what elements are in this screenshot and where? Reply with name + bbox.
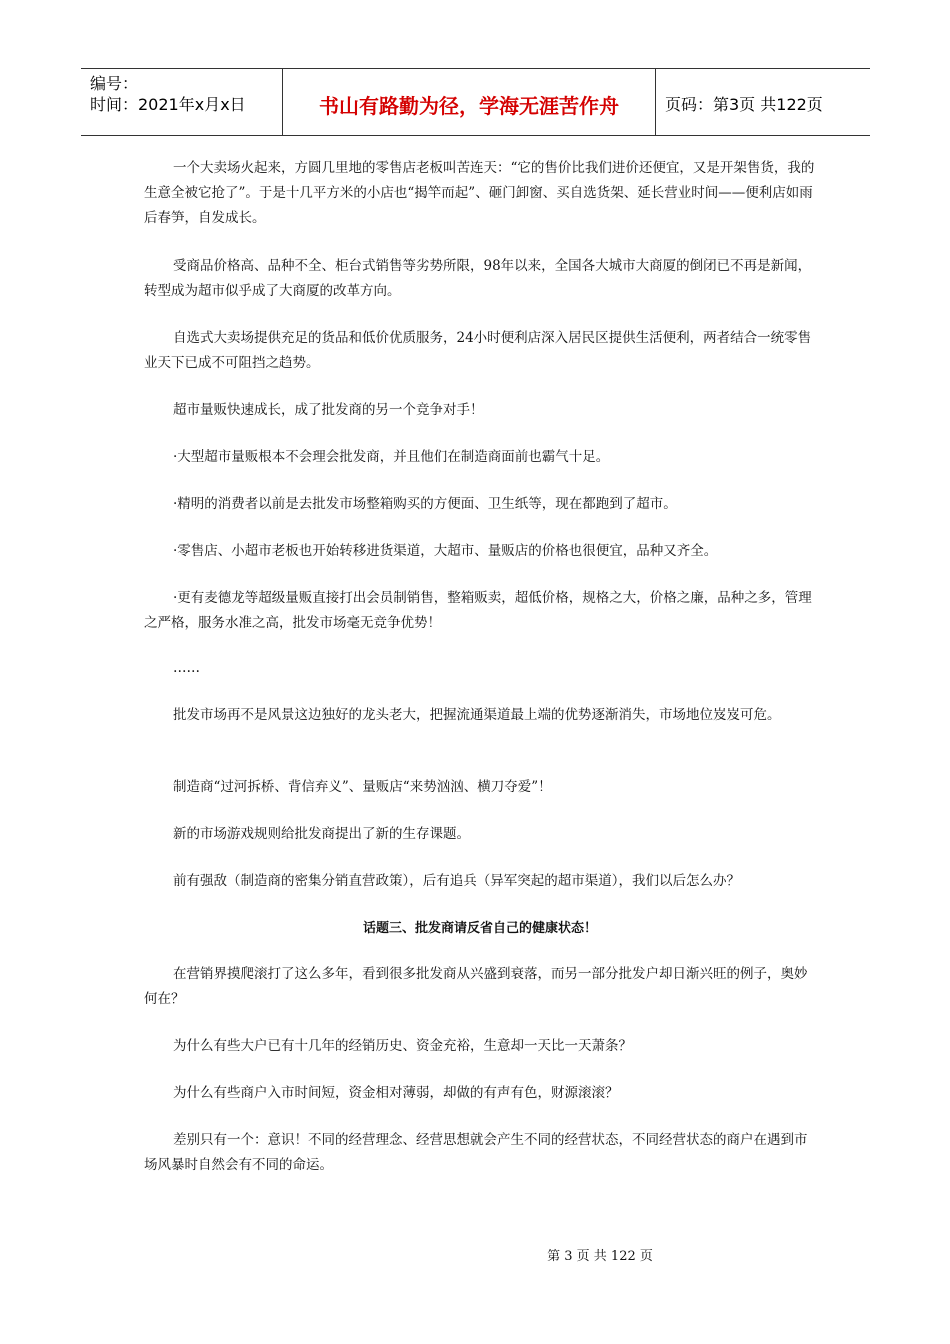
- bullet-item: ·零售店、小超市老板也开始转移进货渠道，大超市、量贩店的价格也很便宜，品种又齐全。: [173, 543, 718, 559]
- paragraph: 在营销界摸爬滚打了这么多年，看到很多批发商从兴盛到衰落，而另一部分批发户却日渐兴旺的例子，奥妙何在？: [144, 966, 808, 1007]
- page-header: [81, 68, 870, 136]
- header-motto: 书山有路勤为径，学海无涯苦作舟: [282, 69, 656, 135]
- header-meta: [81, 69, 282, 135]
- paragraph: 差别只有一个：意识！不同的经营理念、经营思想就会产生不同的经营状态，不同经营状态的商户在遇到市场风暴时自然会有不同的命运。: [144, 1132, 808, 1173]
- paragraph: 自选式大卖场提供充足的货品和低价优质服务，24小时便利店深入居民区提供生活便利，两者结合一统零售业天下已成不可阻挡之趋势。: [144, 330, 812, 371]
- ellipsis: ……: [173, 660, 200, 676]
- bullet-item: ·精明的消费者以前是去批发市场整箱购买的方便面、卫生纸等，现在都跑到了超市。: [173, 496, 677, 512]
- paragraph: 前有强敌（制造商的密集分销直营政策），后有追兵（异军突起的超市渠道），我们以后怎么办？: [173, 873, 740, 889]
- paragraph: 受商品价格高、品种不全、柜台式销售等劣势所限，98年以来，全国各大城市大商厦的倒闭已不再是新闻，转型成为超市似乎成了大商厦的改革方向。: [144, 258, 812, 299]
- document-number-label: 编号：: [90, 74, 139, 93]
- document-body: [144, 156, 816, 1178]
- paragraph: 新的市场游戏规则给批发商提出了新的生存课题。: [173, 826, 470, 842]
- section-heading: 话题三、批发商请反省自己的健康状态！: [362, 921, 597, 936]
- bullet-item: ·更有麦德龙等超级量贩直接打出会员制销售，整箱贩卖，超低价格，规格之大，价格之廉，品种之多，管理之严格，服务水准之高，批发市场毫无竞争优势！: [144, 590, 812, 631]
- bullet-item: ·大型超市量贩根本不会理会批发商，并且他们在制造商面前也霸气十足。: [173, 449, 610, 465]
- paragraph: 为什么有些大户已有十几年的经销历史、资金充裕，生意却一天比一天萧条？: [173, 1038, 632, 1054]
- paragraph: 超市量贩快速成长，成了批发商的另一个竞争对手！: [173, 402, 484, 418]
- paragraph: 制造商“过河拆桥、背信弃义”、量贩店“来势汹汹、横刀夺爱”！: [173, 779, 552, 795]
- paragraph: 一个大卖场火起来，方圆几里地的零售店老板叫苦连天：“它的售价比我们进价还便宜，又是开架售货，我的生意全被它抢了”。于是十几平方米的小店也“揭竿而起”、砸门卸窗、买自选货架、延长营业时间——便利店如雨后春笋，自发成长。: [144, 160, 815, 226]
- header-page-info: 页码：第3页 共122页: [665, 94, 823, 114]
- page-footer: 第 3 页 共 122 页: [547, 1249, 653, 1264]
- document-date: 时间：2021年x月x日: [90, 95, 246, 114]
- paragraph: 批发市场再不是风景这边独好的龙头老大，把握流通渠道最上端的优势逐渐消失，市场地位岌岌可危。: [173, 707, 781, 723]
- paragraph: 为什么有些商户入市时间短，资金相对薄弱，却做的有声有色，财源滚滚？: [173, 1085, 619, 1101]
